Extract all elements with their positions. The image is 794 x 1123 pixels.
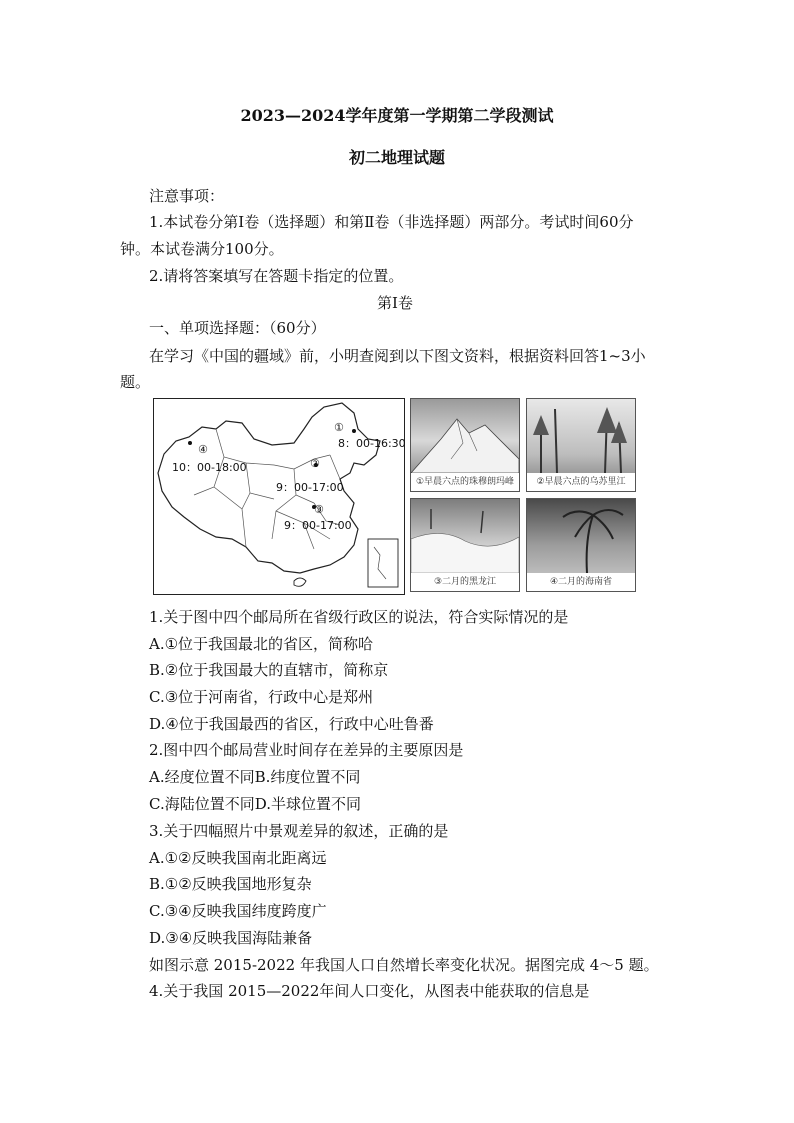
post-office-3-label: ③ xyxy=(314,503,324,516)
mountain-icon xyxy=(411,399,519,473)
question-1-option-a: A.①位于我国最北的省区，简称哈 xyxy=(149,635,374,653)
question-1-option-d: D.④位于我国最西的省区，行政中心吐鲁番 xyxy=(149,715,434,733)
section-heading: 一、单项选择题：（60分） xyxy=(149,319,326,337)
question-4: 4.关于我国 2015—2022年间人口变化，从图表中能获取的信息是 xyxy=(149,982,590,1000)
photo-1-caption: ①早晨六点的珠穆朗玛峰 xyxy=(411,473,519,491)
china-map-outline xyxy=(154,399,404,594)
questions-4-5-intro: 如图示意 2015-2022 年我国人口自然增长率变化状况。据图完成 4～5 题。 xyxy=(149,956,659,974)
photo-4-caption: ④二月的海南省 xyxy=(527,573,635,591)
question-1-option-b: B.②位于我国最大的直辖市，简称京 xyxy=(149,661,389,679)
volume-heading: 第Ⅰ卷 xyxy=(377,294,413,312)
photo-4 xyxy=(526,498,636,592)
post-office-2-hours: 9：00-17:00 xyxy=(276,481,344,494)
question-2: 2.图中四个邮局营业时间存在差异的主要原因是 xyxy=(149,741,464,759)
palm-tree-icon xyxy=(527,499,635,573)
exam-title: 2023—2024学年度第一学期第二学段测试 xyxy=(240,106,554,125)
question-3-option-c: C.③④反映我国纬度跨度广 xyxy=(149,902,327,920)
photo-3 xyxy=(410,498,520,592)
post-office-2-label: ② xyxy=(310,457,320,470)
landscape-photos xyxy=(410,398,636,593)
post-office-4-hours: 10：00-18:00 xyxy=(172,461,247,474)
snow-landscape-icon xyxy=(411,499,519,573)
post-office-1-label: ① xyxy=(334,421,344,434)
post-office-3-hours: 9：00-17:00 xyxy=(284,519,352,532)
exam-subtitle: 初二地理试题 xyxy=(348,148,445,167)
photo-3-caption: ③二月的黑龙江 xyxy=(411,573,519,591)
intro-line-1: 在学习《中国的疆域》前，小明查阅到以下图文资料，根据资料回答1~3小 xyxy=(149,347,646,365)
post-office-1-hours: 8：00-16:30 xyxy=(338,437,406,450)
photo-1 xyxy=(410,398,520,492)
china-map-figure xyxy=(153,398,405,595)
question-1: 1.关于图中四个邮局所在省级行政区的说法，符合实际情况的是 xyxy=(149,608,569,626)
notes-line-2: 2.请将答案填写在答题卡指定的位置。 xyxy=(149,267,404,285)
post-office-4-label: ④ xyxy=(198,443,208,456)
question-1-option-c: C.③位于河南省，行政中心是郑州 xyxy=(149,688,374,706)
question-3-option-d: D.③④反映我国海陆兼备 xyxy=(149,929,313,947)
notes-heading: 注意事项： xyxy=(149,187,225,205)
notes-line-1b: 钟。本试卷满分100分。 xyxy=(120,240,284,258)
photo-2 xyxy=(526,398,636,492)
photo-2-caption: ②早晨六点的乌苏里江 xyxy=(527,473,635,491)
question-2-options-cd: C.海陆位置不同D.半球位置不同 xyxy=(149,795,361,813)
question-3: 3.关于四幅照片中景观差异的叙述，正确的是 xyxy=(149,822,449,840)
question-3-option-a: A.①②反映我国南北距离远 xyxy=(149,849,327,867)
forest-icon xyxy=(527,399,635,473)
question-2-options-ab: A.经度位置不同B.纬度位置不同 xyxy=(149,768,361,786)
question-3-option-b: B.①②反映我国地形复杂 xyxy=(149,875,312,893)
notes-line-1a: 1.本试卷分第Ⅰ卷（选择题）和第Ⅱ卷（非选择题）两部分。考试时间60分 xyxy=(149,213,634,231)
intro-line-2: 题。 xyxy=(120,373,151,391)
